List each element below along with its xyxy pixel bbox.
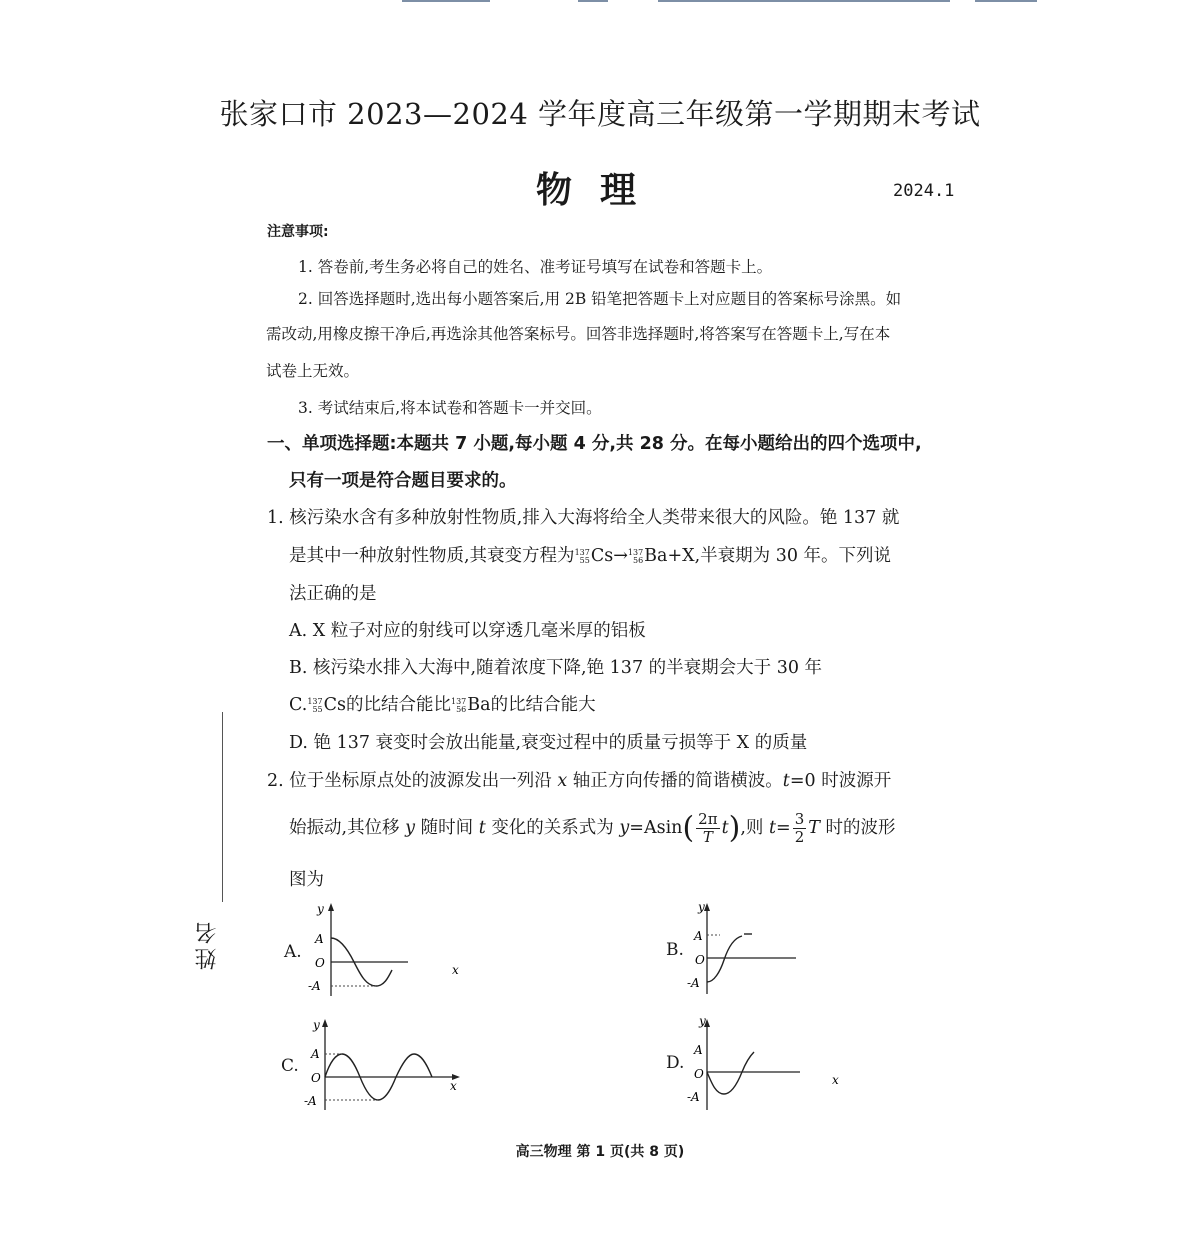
ba-atomic-number: 56 <box>632 556 644 565</box>
ba-symbol: Ba <box>644 546 668 566</box>
fraction-3-over-2 <box>793 811 807 846</box>
var-T: T <box>808 818 820 838</box>
q1-stem-text-end: +X,半衰期为 30 年。下列说 <box>667 546 892 566</box>
subject-title: 物理 <box>535 169 664 211</box>
q2-stem-line-3: 图为 <box>289 870 324 890</box>
exam-date: 2024.1 <box>893 181 955 201</box>
var-y: y <box>619 818 630 838</box>
amplitude-label: A <box>694 929 703 943</box>
q2-stem-line-2 <box>289 808 896 849</box>
graph-b-label: B. <box>666 940 684 960</box>
q2-text: 2. 位于坐标原点处的波源发出一列沿 <box>267 771 552 791</box>
q1-stem-line-3: 法正确的是 <box>289 584 377 604</box>
cs-symbol: Cs <box>323 695 346 715</box>
var-t: t <box>721 818 729 838</box>
option-c-text-end: 的比结合能大 <box>490 695 596 715</box>
wave-curve <box>707 936 742 982</box>
notice-item-1: 1. 答卷前,考生务必将自己的姓名、准考证号填写在试卷和答题卡上。 <box>298 258 773 276</box>
var-t: t <box>782 771 790 791</box>
y-axis-arrow-icon <box>322 1019 328 1027</box>
name-line <box>222 712 223 902</box>
var-t: t <box>768 818 777 838</box>
q1-stem-text: 是其中一种放射性物质,其衰变方程为 <box>289 546 575 566</box>
section-1-heading-line-1: 一、单项选择题:本题共 7 小题,每小题 4 分,共 28 分。在每小题给出的四个选项中, <box>267 434 922 454</box>
fraction-2pi-over-t <box>696 811 719 846</box>
equals-sign: = <box>776 818 791 838</box>
ba-atomic-number: 56 <box>456 705 467 714</box>
q2-text: =0 时波源开 <box>789 771 892 791</box>
option-c-label: C. <box>289 695 308 715</box>
graph-d-label: D. <box>666 1053 685 1073</box>
y-axis-label: y <box>317 902 324 916</box>
wave-curve <box>707 1052 754 1094</box>
q1-option-d: D. 铯 137 衰变时会放出能量,衰变过程中的质量亏损等于 X 的质量 <box>289 733 808 753</box>
paren-close: ) <box>728 810 741 846</box>
y-axis-label: y <box>698 900 705 914</box>
name-field-label: 姓名 <box>195 918 220 970</box>
ba-mass-number: 137 <box>627 548 644 557</box>
reaction-arrow: → <box>613 546 628 566</box>
q2-stem-line-1 <box>267 767 891 792</box>
x-axis-label: x <box>450 1079 457 1093</box>
var-x: x <box>557 771 568 791</box>
y-axis-label: y <box>313 1018 320 1032</box>
graph-a-label: A. <box>284 942 302 962</box>
q1-stem-line-1: 1. 核污染水含有多种放射性物质,排入大海将给全人类带来很大的风险。铯 137 就 <box>267 508 900 528</box>
neg-amplitude-label: -A <box>687 1090 700 1104</box>
q2-text: 变化的关系式为 <box>491 818 614 838</box>
option-c-text: 的比结合能比 <box>346 695 451 715</box>
graph-c-label: C. <box>281 1056 299 1076</box>
section-1-heading-line-2: 只有一项是符合题目要求的。 <box>289 471 517 491</box>
origin-label: O <box>694 1067 704 1081</box>
cs-isotope-numbers <box>575 549 590 565</box>
cs-isotope-numbers <box>307 698 322 714</box>
fraction-denominator <box>696 829 719 846</box>
paren-open: ( <box>682 810 695 846</box>
scan-edge-mark <box>578 0 608 2</box>
fraction-numerator: 2π <box>698 810 718 828</box>
fraction-denominator: 2 <box>794 828 805 846</box>
ba-isotope-numbers <box>451 698 466 714</box>
cs-mass-number: 137 <box>307 697 323 706</box>
y-axis-arrow-icon <box>704 903 710 911</box>
page-footer: 高三物理 第 1 页(共 8 页) <box>515 1144 685 1160</box>
q2-text: 时的波形 <box>825 818 896 838</box>
amplitude-label: A <box>311 1047 320 1061</box>
fraction-numerator: 3 <box>794 810 805 828</box>
origin-label: O <box>311 1071 321 1085</box>
cs-atomic-number: 55 <box>312 705 323 714</box>
q1-option-a: A. X 粒子对应的射线可以穿透几毫米厚的铝板 <box>289 621 646 641</box>
q2-text: 轴正方向传播的简谐横波。 <box>572 771 783 791</box>
y-axis-label: y <box>699 1014 706 1028</box>
q2-text: 随时间 <box>420 818 474 838</box>
scan-edge-mark <box>402 0 490 2</box>
q1-option-b: B. 核污染水排入大海中,随着浓度下降,铯 137 的半衰期会大于 30 年 <box>289 658 823 678</box>
var-y: y <box>405 818 416 838</box>
graph-b <box>684 898 814 998</box>
var-t: t <box>478 818 486 838</box>
x-axis-label: x <box>832 1073 839 1087</box>
notice-item-2-line-2: 需改动,用橡皮擦干净后,再选涂其他答案标号。回答非选择题时,将答案写在答题卡上,写在本 <box>266 325 891 343</box>
ba-symbol: Ba <box>467 695 491 715</box>
graph-c <box>298 1012 468 1112</box>
graph-a <box>300 898 480 998</box>
amplitude-label: A <box>694 1043 703 1057</box>
notice-item-3: 3. 考试结束后,将本试卷和答题卡一并交回。 <box>298 399 602 417</box>
graph-d <box>684 1012 854 1112</box>
neg-amplitude-label: -A <box>304 1094 317 1108</box>
ba-mass-number: 137 <box>451 697 467 706</box>
cs-mass-number: 137 <box>574 548 590 557</box>
q1-option-c <box>289 691 596 716</box>
cs-atomic-number: 55 <box>579 556 590 565</box>
equation-sin: =Asin <box>629 818 683 838</box>
neg-amplitude-label: -A <box>308 979 321 993</box>
scan-edge-mark <box>975 0 1037 2</box>
scan-edge-mark <box>658 0 950 2</box>
x-axis-label: x <box>452 963 459 977</box>
ba-isotope-numbers <box>628 549 643 565</box>
q2-text: 始振动,其位移 <box>289 818 400 838</box>
q2-text: ,则 <box>740 818 764 838</box>
cs-symbol: Cs <box>590 546 614 566</box>
amplitude-label: A <box>315 932 324 946</box>
var-T: T <box>702 828 713 846</box>
origin-label: O <box>315 956 325 970</box>
q1-stem-line-2 <box>289 542 891 567</box>
origin-label: O <box>695 953 705 967</box>
notice-item-2-line-3: 试卷上无效。 <box>266 362 360 380</box>
exam-title: 张家口市 2023—2024 学年度高三年级第一学期期末考试 <box>219 97 981 131</box>
notice-item-2-line-1: 2. 回答选择题时,选出每小题答案后,用 2B 铅笔把答题卡上对应题目的答案标号涂黑。如 <box>298 290 902 308</box>
y-axis-arrow-icon <box>328 903 334 911</box>
neg-amplitude-label: -A <box>687 976 700 990</box>
notice-heading: 注意事项: <box>267 224 329 240</box>
